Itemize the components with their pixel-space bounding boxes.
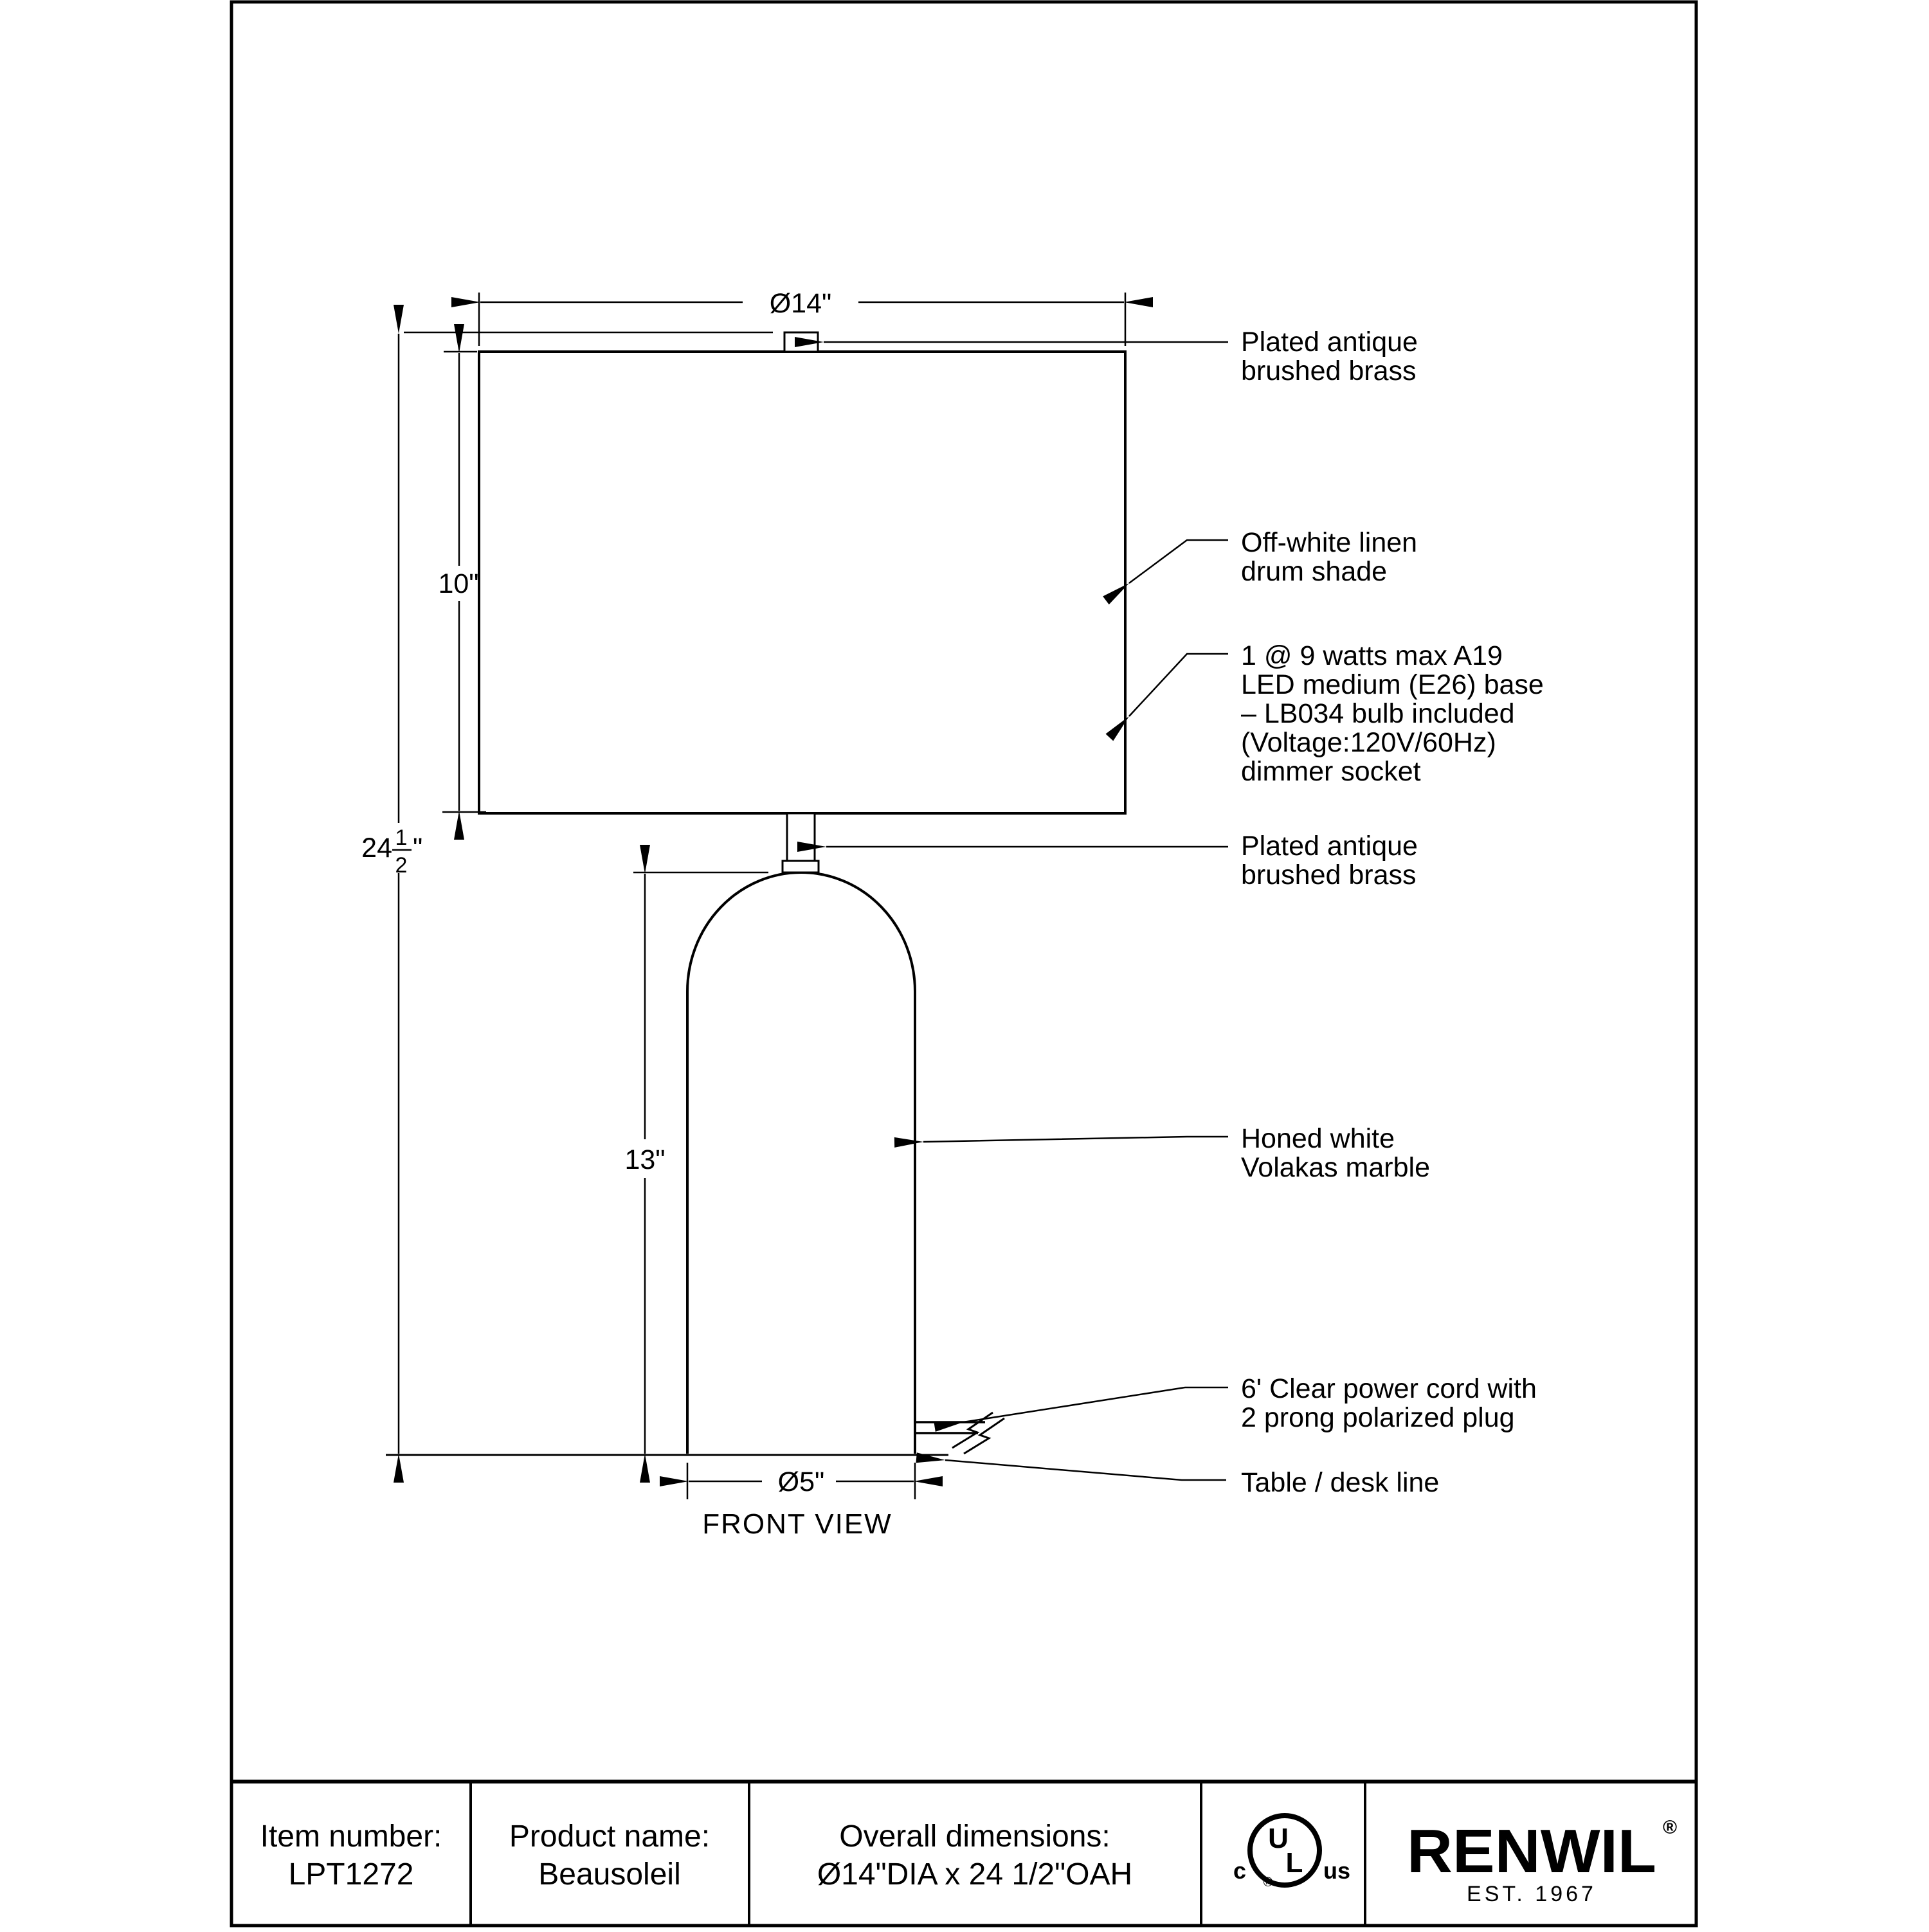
ul-logo-l: L	[1285, 1847, 1303, 1879]
leader-marble-body	[923, 1137, 1228, 1142]
annotation-neck-brass-line1: Plated antique	[1241, 831, 1418, 862]
collar	[783, 861, 819, 872]
leader-drum-shade	[1129, 540, 1228, 583]
item-number-value: LPT1272	[288, 1857, 414, 1891]
annotation-bulb-line1: 1 @ 9 watts max A19	[1241, 640, 1503, 671]
dim-label-overall-numerator: 1	[395, 826, 408, 850]
front-view-label: FRONT VIEW	[702, 1508, 892, 1540]
brand-established-text: EST. 1967	[1467, 1882, 1597, 1906]
dim-label-shade-diameter: Ø14"	[769, 288, 832, 319]
dim-label-overall-denominator: 2	[395, 853, 408, 878]
annotation-drum-shade-line2: drum shade	[1241, 556, 1388, 587]
dim-label-body-height: 13"	[624, 1144, 666, 1175]
leader-table-line	[945, 1460, 1226, 1480]
annotation-neck-brass-line2: brushed brass	[1241, 860, 1417, 890]
dim-label-overall-height	[361, 826, 422, 878]
annotation-finial-brass-line1: Plated antique	[1241, 327, 1418, 357]
leader-power-cord	[963, 1387, 1228, 1422]
page-border	[231, 2, 1696, 1926]
finial	[784, 332, 818, 352]
ul-logo-c: c	[1233, 1857, 1246, 1884]
ul-logo-us: us	[1323, 1857, 1351, 1884]
annotation-drum-shade-line1: Off-white linen	[1241, 527, 1418, 558]
annotation-cord-line2: 2 prong polarized plug	[1241, 1402, 1515, 1433]
annotation-bulb-line2: LED medium (E26) base	[1241, 669, 1544, 700]
overall-dimensions-label: Overall dimensions:	[839, 1819, 1110, 1854]
annotation-marble-line1: Honed white	[1241, 1123, 1395, 1154]
annotation-finial-brass-line2: brushed brass	[1241, 356, 1417, 386]
product-name-label: Product name:	[509, 1819, 711, 1854]
neck	[787, 813, 815, 861]
brand-logo-text: RENWIL	[1407, 1817, 1656, 1886]
product-name-value: Beausoleil	[538, 1857, 681, 1891]
annotation-marble-line2: Volakas marble	[1241, 1152, 1430, 1183]
dim-label-overall-whole: 24	[361, 833, 392, 863]
dim-label-overall-unit: "	[413, 833, 423, 863]
ul-certification-logo	[1233, 1816, 1350, 1890]
lamp-front-view	[386, 332, 1125, 1455]
annotation-bulb-line5: dimmer socket	[1241, 756, 1421, 787]
lamp-body-outline	[687, 872, 915, 1454]
brand-logo	[1407, 1817, 1677, 1906]
annotation-bulb-line3: – LB034 bulb included	[1241, 698, 1515, 729]
dim-label-base-diameter: Ø5"	[777, 1467, 825, 1497]
brand-registered-icon: ®	[1663, 1817, 1678, 1838]
annotation-table-line: Table / desk line	[1241, 1467, 1440, 1498]
ul-logo-registered-icon: ®	[1263, 1875, 1273, 1890]
drum-shade-outline	[479, 352, 1125, 813]
leader-bulb-socket	[1129, 654, 1228, 716]
ul-logo-u: U	[1268, 1823, 1289, 1854]
annotation-bulb-line4: (Voltage:120V/60Hz)	[1241, 727, 1496, 758]
annotation-cord-line1: 6' Clear power cord with	[1241, 1373, 1537, 1404]
overall-dimensions-value: Ø14"DIA x 24 1/2"OAH	[817, 1857, 1133, 1891]
item-number-label: Item number:	[260, 1819, 442, 1854]
title-block	[231, 1782, 1696, 1926]
dim-label-shade-height: 10"	[438, 568, 479, 599]
